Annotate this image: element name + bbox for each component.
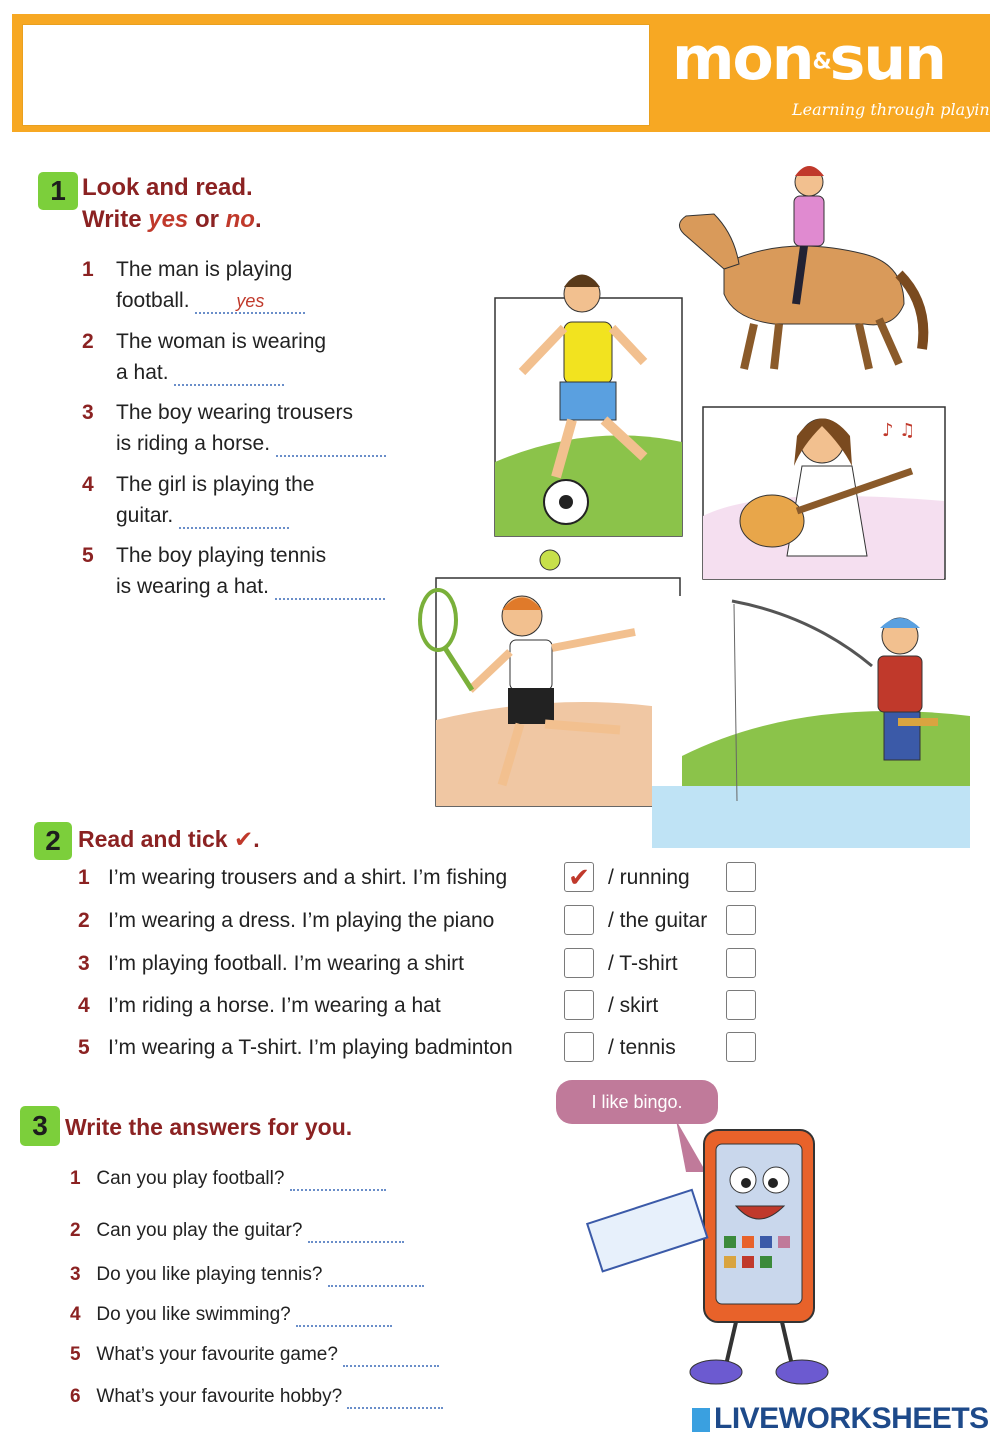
list-item bbox=[70, 1220, 490, 1243]
item-text-2: guitar. bbox=[116, 504, 174, 527]
tick-box-first[interactable] bbox=[564, 905, 594, 935]
item-text: Can you play the guitar? bbox=[96, 1220, 303, 1241]
item-text: Do you like playing tennis? bbox=[96, 1264, 323, 1285]
item-text: The man is playing bbox=[116, 258, 293, 281]
brand-logo: mon&sun bbox=[672, 24, 945, 94]
row-alt-text: / T-shirt bbox=[608, 952, 678, 975]
man-fishing-picture bbox=[652, 596, 970, 848]
item-text: The woman is wearing bbox=[116, 330, 327, 353]
item-number: 1 bbox=[70, 1168, 81, 1189]
liveworksheets-logo: LIVEWORKSHEETS bbox=[692, 1402, 989, 1436]
list-item bbox=[70, 1168, 490, 1191]
row-alt-text: / tennis bbox=[608, 1036, 676, 1059]
boy-tennis-picture bbox=[410, 540, 682, 808]
list-item bbox=[70, 1304, 490, 1327]
section1-title bbox=[82, 174, 262, 234]
row-number: 2 bbox=[78, 909, 90, 932]
answer-input-4[interactable] bbox=[179, 506, 289, 529]
answer-input-q4[interactable] bbox=[296, 1304, 392, 1327]
row-alt-text: / skirt bbox=[608, 994, 659, 1017]
tick-box-first[interactable]: ✔ bbox=[564, 862, 594, 892]
answer-input-q1[interactable] bbox=[290, 1168, 386, 1191]
answer-input-q5[interactable] bbox=[343, 1344, 439, 1367]
section2-list bbox=[78, 862, 778, 1072]
item-number: 1 bbox=[82, 258, 94, 281]
item-text-2: is riding a horse. bbox=[116, 432, 271, 455]
tick-box-first[interactable] bbox=[564, 990, 594, 1020]
answer-input-q3[interactable] bbox=[328, 1264, 424, 1287]
section1-list bbox=[82, 254, 442, 614]
item-text: Do you like swimming? bbox=[96, 1304, 291, 1325]
section3-number: 3 bbox=[20, 1106, 60, 1146]
section3-title: Write the answers for you. bbox=[65, 1114, 353, 1140]
answer-input-3[interactable] bbox=[276, 434, 386, 457]
section1-title-line2: Write yes or no. bbox=[82, 206, 262, 233]
item-number: 3 bbox=[82, 401, 94, 424]
girl-guitar-picture bbox=[702, 406, 946, 580]
liveworksheets-icon bbox=[692, 1408, 710, 1432]
tick-box-second[interactable] bbox=[726, 862, 756, 892]
item-number: 3 bbox=[70, 1264, 81, 1285]
row-alt-text: / running bbox=[608, 866, 690, 889]
row-number: 4 bbox=[78, 994, 90, 1017]
item-text: The girl is playing the bbox=[116, 473, 315, 496]
speech-bubble: I like bingo. bbox=[556, 1080, 718, 1124]
svg-text:♪ ♫: ♪ ♫ bbox=[882, 420, 916, 441]
item-number: 6 bbox=[70, 1386, 81, 1407]
name-field[interactable] bbox=[22, 24, 650, 126]
tick-box-second[interactable] bbox=[726, 990, 756, 1020]
section2-number: 2 bbox=[34, 822, 72, 860]
item-text: The boy playing tennis bbox=[116, 544, 327, 567]
row-text: I’m wearing trousers and a shirt. I’m fishing bbox=[108, 866, 508, 889]
answer-input-q2[interactable] bbox=[308, 1220, 404, 1243]
tick-box-first[interactable] bbox=[564, 1032, 594, 1062]
brand-tagline: Learning through playing bbox=[792, 100, 1000, 119]
section1-title-line1: Look and read. bbox=[82, 174, 253, 201]
list-item bbox=[70, 1386, 490, 1409]
row-number: 3 bbox=[78, 952, 90, 975]
tick-box-second[interactable] bbox=[726, 948, 756, 978]
table-row bbox=[78, 1032, 778, 1068]
table-row bbox=[78, 948, 778, 984]
tick-box-second[interactable] bbox=[726, 1032, 756, 1062]
list-item bbox=[70, 1344, 490, 1367]
item-number: 2 bbox=[70, 1220, 81, 1241]
item-text: Can you play football? bbox=[96, 1168, 285, 1189]
tick-box-second[interactable] bbox=[726, 905, 756, 935]
item-number: 5 bbox=[82, 544, 94, 567]
item-number: 4 bbox=[70, 1304, 81, 1325]
list-item bbox=[70, 1264, 490, 1287]
answer-input-q6[interactable] bbox=[347, 1386, 443, 1409]
row-text: I’m wearing a T-shirt. I’m playing badminton bbox=[108, 1036, 513, 1059]
row-number: 5 bbox=[78, 1036, 90, 1059]
horse-rider-picture bbox=[664, 154, 934, 374]
item-text: The boy wearing trousers bbox=[116, 401, 353, 424]
answer-input-1[interactable] bbox=[195, 291, 305, 314]
tick-icon: ✔ bbox=[233, 826, 254, 852]
item-text: What’s your favourite hobby? bbox=[96, 1386, 343, 1407]
answer-input-5[interactable] bbox=[275, 577, 385, 600]
table-row bbox=[78, 990, 778, 1026]
row-number: 1 bbox=[78, 866, 90, 889]
item-text-2: football. bbox=[116, 289, 190, 312]
phone-mascot-picture bbox=[586, 1110, 856, 1395]
item-text-2: is wearing a hat. bbox=[116, 575, 269, 598]
row-alt-text: / the guitar bbox=[608, 909, 708, 932]
item-number: 5 bbox=[70, 1344, 81, 1365]
item-text: What’s your favourite game? bbox=[96, 1344, 338, 1365]
table-row bbox=[78, 905, 778, 941]
tick-box-first[interactable] bbox=[564, 948, 594, 978]
row-text: I’m playing football. I’m wearing a shirt bbox=[108, 952, 464, 975]
row-text: I’m riding a horse. I’m wearing a hat bbox=[108, 994, 441, 1017]
item-number: 4 bbox=[82, 473, 94, 496]
item-number: 2 bbox=[82, 330, 94, 353]
answer-input-2[interactable] bbox=[174, 363, 284, 386]
section2-title: Read and tick ✔. bbox=[78, 826, 260, 852]
item-text-2: a hat. bbox=[116, 361, 169, 384]
section1-number: 1 bbox=[38, 172, 78, 210]
section3-list bbox=[70, 1168, 490, 1418]
table-row bbox=[78, 862, 778, 898]
row-text: I’m wearing a dress. I’m playing the piano bbox=[108, 909, 495, 932]
football-player-picture bbox=[494, 262, 684, 538]
